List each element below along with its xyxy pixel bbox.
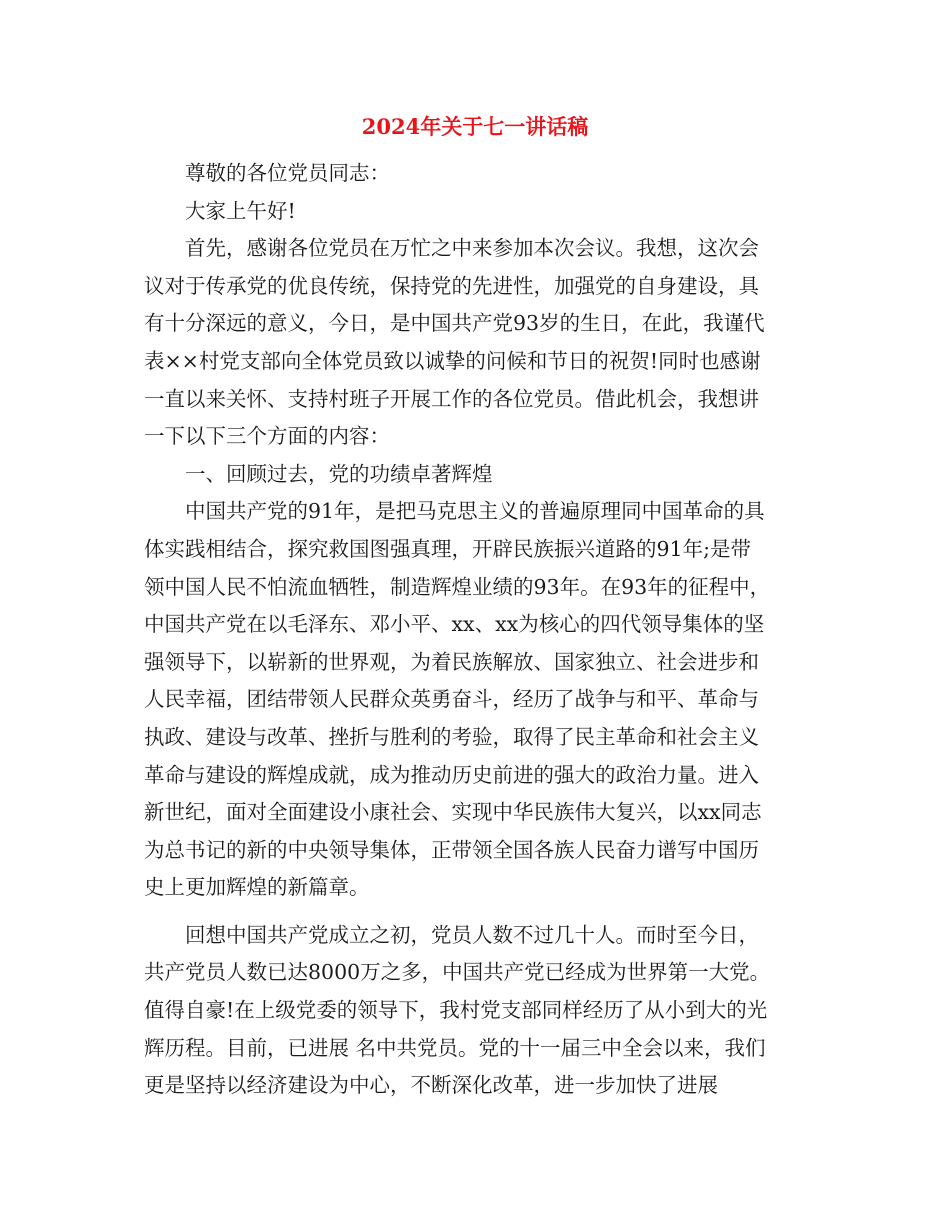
paragraph-line: 为总书记的新的中央领导集体，正带领全国各族人民奋力谱写中国历 [144, 837, 759, 862]
paragraph-line: 表××村党支部向全体党员致以诚挚的问候和节日的祝贺!同时也感谢 [144, 348, 761, 373]
paragraph-line: 中国共产党在以毛泽东、邓小平、xx、xx为核心的四代领导集体的坚 [144, 612, 765, 637]
paragraph-line: 中国共产党的91年，是把马克思主义的普遍原理同中国革命的具 [185, 499, 765, 524]
paragraph-line: 首先，感谢各位党员在万忙之中来参加本次会议。我想，这次会 [185, 236, 759, 261]
salutation-line: 尊敬的各位党员同志： [185, 161, 390, 185]
paragraph-line: 共产党员人数已达8000万之多，中国共产党已经成为世界第一大党。 [144, 960, 771, 985]
paragraph-gap [144, 907, 809, 917]
paragraph-line: 新世纪，面对全面建设小康社会、实现中华民族伟大复兴，以xx同志 [144, 800, 762, 825]
paragraph-line: 回想中国共产党成立之初，党员人数不过几十人。而时至今日， [185, 922, 759, 947]
paragraph-line: 强领导下，以崭新的世界观，为着民族解放、国家独立、社会进步和 [144, 649, 759, 674]
paragraph-line: 一下以下三个方面的内容： [144, 424, 390, 449]
paragraph-line: 一直以来关怀、支持村班子开展工作的各位党员。借此机会，我想讲 [144, 386, 759, 411]
document-title: 2024年关于七一讲话稿 [361, 114, 589, 139]
paragraph-line: 有十分深远的意义，今日，是中国共产党93岁的生日，在此，我谨代 [144, 311, 765, 336]
greeting-line: 大家上午好! [185, 198, 296, 223]
paragraph-line: 辉历程。目前，已进展 名中共党员。党的十一届三中全会以来，我们 [144, 1035, 766, 1060]
paragraph-line: 体实践相结合，探究救国图强真理，开辟民族振兴道路的91年;是带 [144, 536, 751, 561]
paragraph-line: 领中国人民不怕流血牺牲，制造辉煌业绩的93年。在93年的征程中， [144, 574, 771, 599]
paragraph-line: 执政、建设与改革、挫折与胜利的考验，取得了民主革命和社会主义 [144, 724, 759, 749]
paragraph-line: 史上更加辉煌的新篇章。 [144, 875, 370, 900]
paragraph-line: 革命与建设的辉煌成就，成为推动历史前进的强大的政治力量。进入 [144, 762, 759, 787]
paragraph-line: 更是坚持以经济建设为中心，不断深化改革，进一步加快了进展 [144, 1073, 718, 1098]
paragraph-line: 人民幸福，团结带领人民群众英勇奋斗，经历了战争与和平、革命与 [144, 687, 759, 712]
paragraph-line: 议对于传承党的优良传统，保持党的先进性，加强党的自身建设，具 [144, 273, 759, 298]
document-body [144, 155, 809, 1105]
section-heading: 一、回顾过去，党的功绩卓著辉煌 [185, 461, 493, 486]
paragraph-line: 值得自豪!在上级党委的领导下，我村党支部同样经历了从小到大的光 [144, 998, 768, 1023]
